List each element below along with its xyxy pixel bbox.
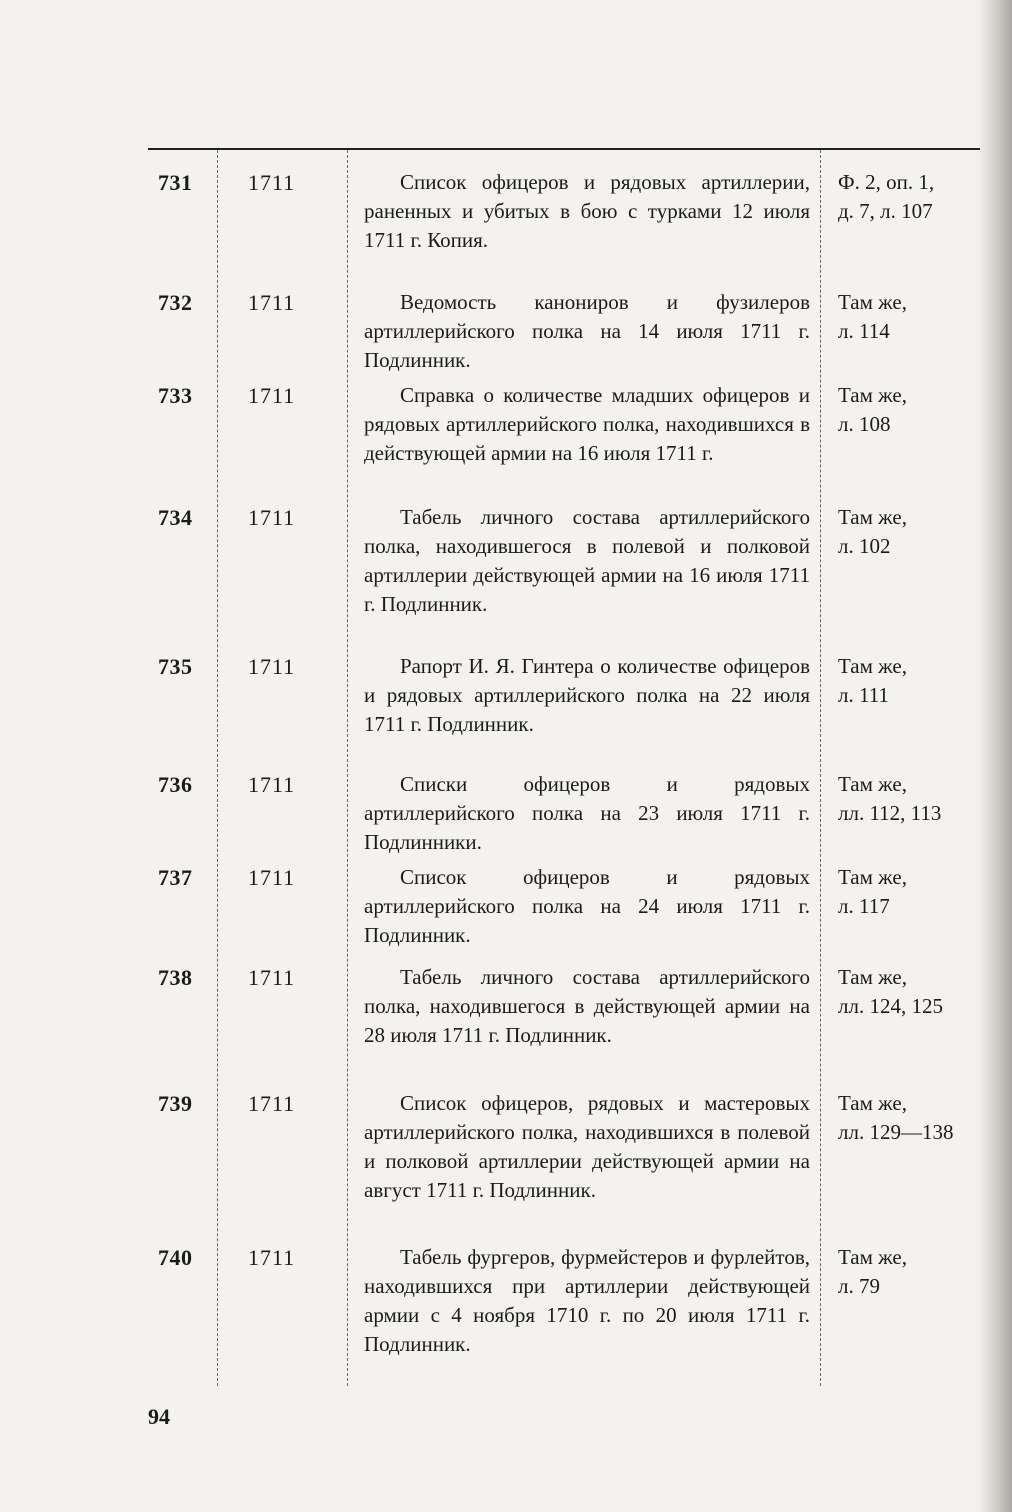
entry-source: Там же, л. 102 (838, 505, 907, 558)
entry-number: 735 (158, 654, 193, 679)
entry-number: 739 (158, 1091, 193, 1116)
entry-description: Список офицеров и рядовых артиллерии, раненных и убитых в бою с турками 12 июля 1711 г. Копия. (364, 170, 810, 252)
entry-source: Там же, л. 114 (838, 290, 907, 343)
entry-source: Там же, лл. 112, 113 (838, 772, 942, 825)
entry-year: 1711 (248, 1091, 296, 1116)
entry-source: Там же, лл. 129—138 (838, 1091, 954, 1144)
entry-year: 1711 (248, 290, 296, 315)
entry-source: Ф. 2, оп. 1, д. 7, л. 107 (838, 170, 935, 223)
entry-description: Список офицеров и рядовых артиллерийского полка на 24 июля 1711 г. Подлинник. (364, 865, 810, 947)
entry-source: Там же, л. 108 (838, 383, 907, 436)
entry-number: 731 (158, 170, 193, 195)
entry-number: 734 (158, 505, 193, 530)
entry-number: 738 (158, 965, 193, 990)
entry-description: Табель фургеров, фурмейстеров и фурлейтов, находившихся при артиллерии действующей армии с 4 ноября 1710 г. по 20 июля 1711 г. Подлинник. (364, 1245, 810, 1356)
entry-year: 1711 (248, 772, 296, 797)
entry-description: Ведомость канониров и фузилеров артиллерийского полка на 14 июля 1711 г. Подлинник. (364, 290, 810, 372)
entry-year: 1711 (248, 383, 296, 408)
entry-description: Справка о количестве младших офицеров и рядовых артиллерийского полка, находившихся в действующей армии на 16 июля 1711 г. (364, 383, 810, 465)
entry-number: 736 (158, 772, 193, 797)
entry-description: Списки офицеров и рядовых артиллерийского полка на 23 июля 1711 г. Подлинники. (364, 772, 810, 854)
entry-year: 1711 (248, 170, 296, 195)
column-divider-year (347, 150, 348, 1386)
entry-number: 737 (158, 865, 193, 890)
entry-year: 1711 (248, 965, 296, 990)
entry-source: Там же, л. 79 (838, 1245, 907, 1298)
entry-year: 1711 (248, 654, 296, 679)
page-number: 94 (148, 1404, 170, 1429)
column-divider-number (217, 150, 218, 1386)
entry-number: 733 (158, 383, 193, 408)
entry-description: Табель личного состава артиллерийского полка, находившегося в действующей армии на 28 июля 1711 г. Подлинник. (364, 965, 810, 1047)
entry-description: Список офицеров, рядовых и мастеровых артиллерийского полка, находившихся в полевой и полковой артиллерии действующей армии на август 1711 г. Подлинник. (364, 1091, 810, 1202)
entry-year: 1711 (248, 1245, 296, 1270)
entry-source: Там же, л. 111 (838, 654, 907, 707)
entry-year: 1711 (248, 505, 296, 530)
table-top-rule (148, 148, 980, 150)
entry-year: 1711 (248, 865, 296, 890)
entry-number: 732 (158, 290, 193, 315)
column-divider-description (820, 150, 821, 1386)
entry-description: Табель личного состава артиллерийского полка, находившегося в полевой и полковой артиллерии действующей армии на 16 июля 1711 г. Подлинник. (364, 505, 810, 616)
entry-source: Там же, лл. 124, 125 (838, 965, 943, 1018)
entry-number: 740 (158, 1245, 193, 1270)
entry-description: Рапорт И. Я. Гинтера о количестве офицеров и рядовых артиллерийского полка на 22 июля 1711 г. Подлинник. (364, 654, 810, 736)
entry-source: Там же, л. 117 (838, 865, 907, 918)
